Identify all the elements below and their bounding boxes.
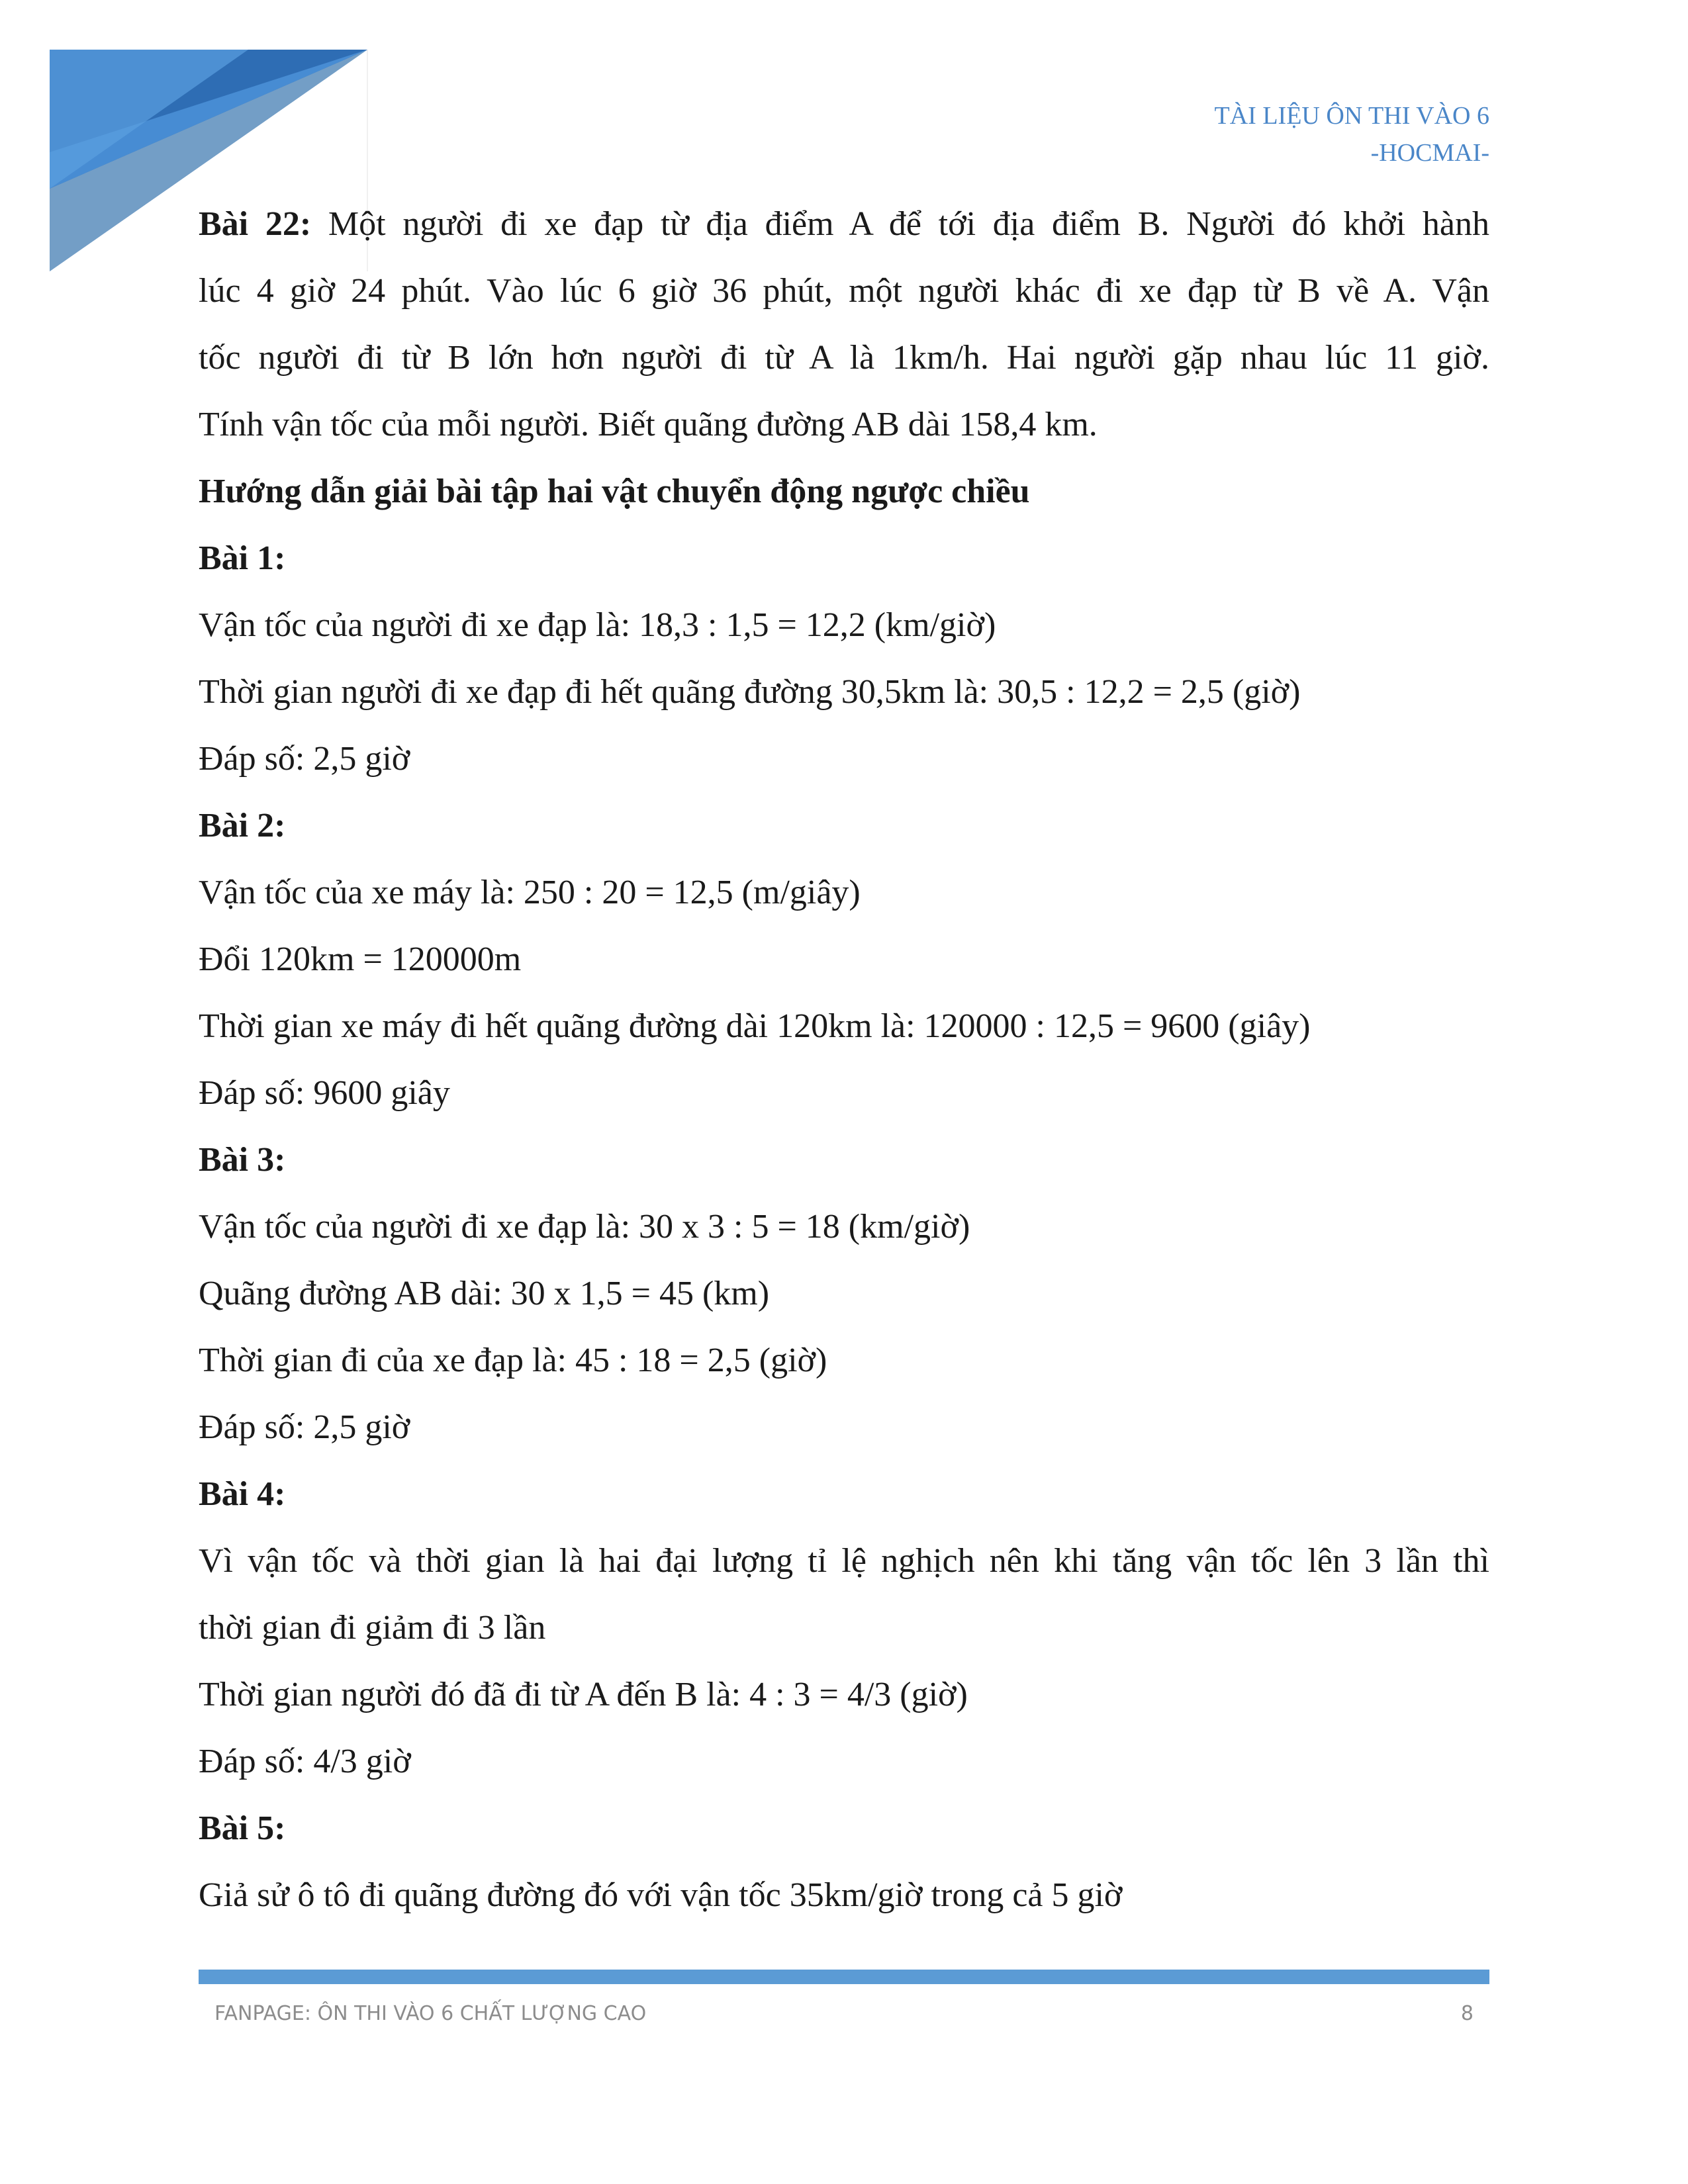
page-number: 8 [1460,2002,1474,2025]
solution-line: Vận tốc của xe máy là: 250 : 20 = 12,5 (m/giây) [199,874,861,911]
solution-5 [199,1803,1489,1936]
solution-line: Vận tốc của người đi xe đạp là: 18,3 : 1,5 = 12,2 (km/giờ) [199,606,996,644]
solution-line: Đáp số: 9600 giây [199,1074,450,1112]
solution-4 [199,1469,1489,1803]
solution-line: Giả sử ô tô đi quãng đường đó với vận tốc 35km/giờ trong cả 5 giờ [199,1876,1123,1914]
problem-line: tốc người đi từ B lớn hơn người đi từ A là 1km/h. Hai người gặp nhau lúc 11 giờ. [199,339,1489,377]
solution-line: Vận tốc của người đi xe đạp là: 30 x 3 : 5 = 18 (km/giờ) [199,1208,970,1246]
solution-line: Đáp số: 2,5 giờ [199,740,410,778]
solution-label: Bài 3: [199,1141,286,1179]
solution-line: Vì vận tốc và thời gian là hai đại lượng tỉ lệ nghịch nên khi tăng vận tốc lên 3 lần thì [199,1542,1489,1580]
solution-line: Đáp số: 2,5 giờ [199,1408,410,1446]
problem-line: Tính vận tốc của mỗi người. Biết quãng đường AB dài 158,4 km. [199,406,1098,443]
solution-label: Bài 4: [199,1475,286,1513]
solution-line: Thời gian người đi xe đạp đi hết quãng đường 30,5km là: 30,5 : 12,2 = 2,5 (giờ) [199,673,1301,711]
footer-divider-bar [199,1970,1489,1984]
solution-line: Thời gian xe máy đi hết quãng đường dài 120km là: 120000 : 12,5 = 9600 (giây) [199,1007,1311,1045]
solution-line: thời gian đi giảm đi 3 lần [199,1609,546,1647]
solution-2 [199,800,1489,1134]
problem-line [199,199,1489,265]
problem-line: lúc 4 giờ 24 phút. Vào lúc 6 giờ 36 phút, một người khác đi xe đạp từ B về A. Vận [199,272,1489,310]
solution-line: Thời gian người đó đã đi từ A đến B là: 4 : 3 = 4/3 (giờ) [199,1676,968,1713]
solution-line: Đáp số: 4/3 giờ [199,1743,411,1780]
solution-line: Đổi 120km = 120000m [199,940,522,978]
problem-22 [199,199,1489,466]
solution-1 [199,533,1489,800]
solution-line: Thời gian đi của xe đạp là: 45 : 18 = 2,5 (giờ) [199,1342,827,1379]
header-title: TÀI LIỆU ÔN THI VÀO 6 [1214,102,1489,130]
problem-label: Bài 22: [199,205,312,243]
section-title: Hướng dẫn giải bài tập hai vật chuyển động ngược chiều [199,473,1030,510]
solution-label: Bài 1: [199,539,286,577]
footer-fanpage-text: FANPAGE: ÔN THI VÀO 6 CHẤT LƯỢNG CAO [214,2002,647,2025]
solution-3 [199,1134,1489,1469]
solution-label: Bài 2: [199,807,286,844]
document-body [199,199,1489,1936]
header-subtitle: -HOCMAI- [1370,139,1489,167]
problem-text: Một người đi xe đạp từ địa điểm A để tới địa điểm B. Người đó khởi hành [311,205,1490,243]
solution-label: Bài 5: [199,1809,286,1847]
solution-line: Quãng đường AB dài: 30 x 1,5 = 45 (km) [199,1275,770,1312]
